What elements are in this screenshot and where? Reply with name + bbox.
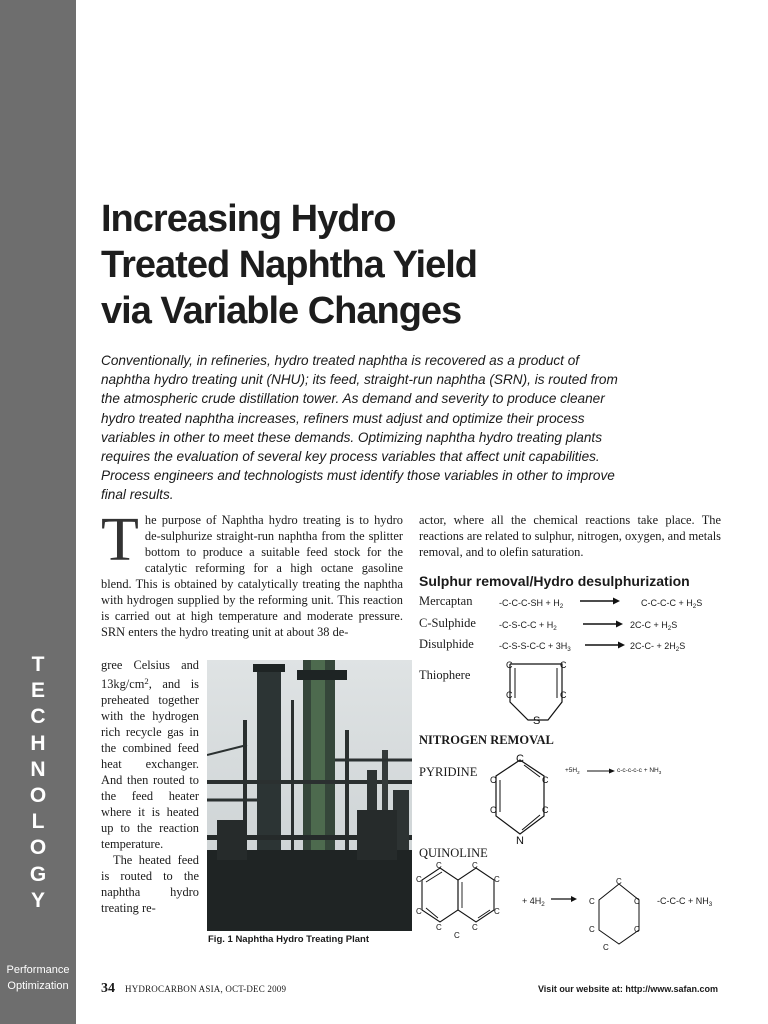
svg-text:N: N	[516, 835, 524, 847]
svg-text:C: C	[494, 875, 500, 884]
section-letter: T	[31, 653, 45, 676]
svg-text:C: C	[542, 775, 549, 785]
svg-text:C: C	[560, 660, 567, 670]
pyridine-structure-icon	[488, 750, 558, 848]
csulphide-reactants	[499, 620, 557, 632]
section-letter: G	[29, 862, 47, 886]
csulphide-label: C-Sulphide	[419, 616, 476, 630]
section-subtitle-line2: Optimization	[7, 980, 69, 992]
svg-text:C: C	[506, 660, 513, 670]
title-line: Treated Naphtha Yield	[101, 244, 477, 286]
quinoline-structure-icon	[414, 858, 504, 948]
reaction-arrow-icon	[580, 596, 620, 606]
svg-text:C: C	[589, 925, 595, 934]
equation-text: S	[679, 641, 686, 651]
website-link[interactable]: Visit our website at: http://www.safan.com	[537, 984, 718, 994]
superscript: 2	[144, 676, 149, 686]
body-column-1-narrow	[101, 657, 199, 916]
pyridine-label: PYRIDINE	[419, 765, 478, 779]
mercaptan-label: Mercaptan	[419, 594, 473, 608]
equation-text: -C-S-C-C + H	[499, 620, 554, 630]
svg-text:C: C	[416, 875, 422, 884]
subscript: 3	[708, 901, 713, 908]
svg-text:C: C	[616, 877, 622, 886]
reaction-arrow-icon	[585, 640, 625, 650]
body-paragraph: he purpose of Naphtha hydro treating is to hydro de-sulphurize straight-run naphtha from the splitter bottom to produce a suitable feed stock for the catalytic reforming for a high octane gasoline blend. This is obtained by catalytically treating the naphtha with hydrogen supplied by the reforming unit. This reaction is carried out at high temperature and moderate pressure. SRN enters the hydro treating unit at about 38 de-	[101, 513, 403, 639]
page-number: 34	[101, 981, 115, 996]
subscript: 2	[675, 646, 680, 653]
mercaptan-reactants	[499, 598, 563, 610]
equation-text: -C-C-C-SH + H	[499, 598, 560, 608]
disulphide-label: Disulphide	[419, 637, 474, 651]
disulphide-products	[630, 641, 685, 653]
equation-text: C-C-C-C + H	[641, 598, 693, 608]
svg-text:C: C	[634, 925, 640, 934]
svg-text:C: C	[472, 861, 478, 870]
plant-photo	[207, 660, 412, 931]
svg-text:C: C	[494, 907, 500, 916]
figure-caption: Fig. 1 Naphtha Hydro Treating Plant	[208, 934, 369, 945]
drop-cap: T	[101, 506, 139, 574]
pyridine-product	[617, 767, 661, 775]
section-letter: L	[31, 810, 45, 834]
subscript: 2	[577, 770, 580, 775]
article-title	[101, 196, 661, 334]
equation-text: S	[696, 598, 703, 608]
equation-text: 2C-C + H	[630, 620, 668, 630]
title-line: via Variable Changes	[101, 290, 462, 332]
subscript: 2	[553, 625, 557, 632]
section-letter: N	[30, 757, 46, 781]
svg-text:C: C	[454, 931, 460, 940]
sulphur-heading: Sulphur removal/Hydro desulphurization	[419, 573, 690, 589]
equation-text: -C-C-C + NH	[657, 896, 709, 906]
csulphide-products	[630, 620, 677, 632]
section-letter: O	[29, 836, 47, 860]
body-text: , and is preheated together with the hydrogen rich recycle gas in the combined feed heat exchanger. And then routed to the feed heater where it is heated up to the reaction temperature.	[101, 677, 199, 851]
equation-text: +5H	[565, 767, 578, 774]
svg-text:S: S	[533, 715, 541, 727]
section-letter: O	[29, 784, 47, 808]
title-line: Increasing Hydro	[101, 198, 396, 240]
body-text: The heated feed is routed to the naphtha hydro treating re-	[101, 853, 199, 915]
section-letter: H	[30, 731, 46, 755]
equation-text: S	[671, 620, 678, 630]
svg-text:C: C	[589, 897, 595, 906]
publication-name: HYDROCARBON ASIA, OCT-DEC 2009	[125, 984, 287, 994]
section-letter: Y	[30, 888, 45, 912]
body-column-2: actor, where all the chemical reactions take place. The reactions are related to sulphur, nitrogen, oxygen, and metals removal, and to olefin saturation.	[419, 513, 721, 559]
equation-text: + 4H	[522, 896, 542, 906]
section-subtitle-line1: Performance	[6, 964, 70, 976]
equation-text: 2C-C- + 2H	[630, 641, 676, 651]
nitrogen-heading: NITROGEN REMOVAL	[419, 733, 554, 747]
thiophene-label: Thiophere	[419, 668, 471, 682]
subscript: 3	[658, 770, 662, 775]
quinoline-label: QUINOLINE	[419, 846, 488, 860]
plant-photo-image	[207, 660, 412, 931]
mercaptan-products	[641, 598, 702, 610]
subscript: 2	[692, 603, 697, 610]
pyridine-reagent	[565, 767, 580, 775]
reaction-arrow-icon	[587, 767, 615, 775]
svg-text:C: C	[603, 943, 609, 952]
section-subtitle	[0, 962, 76, 994]
section-letter: E	[30, 679, 45, 703]
equation-text: c-c-c-c-c + NH	[617, 767, 659, 774]
disulphide-reactants	[499, 641, 571, 653]
equation-text: -C-S-S-C-C + 3H	[499, 641, 568, 651]
svg-text:C: C	[542, 805, 549, 815]
svg-text:C: C	[516, 753, 524, 765]
svg-text:C: C	[472, 923, 478, 932]
quinoline-reagent	[522, 896, 545, 908]
body-column-1	[101, 506, 403, 640]
reaction-arrow-icon	[583, 619, 623, 629]
quinoline-product	[657, 896, 712, 908]
svg-text:C: C	[436, 861, 442, 870]
piperidine-structure-icon	[585, 874, 647, 954]
body-text: gree Celsius and 13kg/cm	[101, 658, 199, 691]
subscript: 2	[667, 625, 672, 632]
svg-text:C: C	[634, 897, 640, 906]
svg-text:C: C	[436, 923, 442, 932]
section-letter: C	[30, 705, 46, 729]
svg-text:C: C	[506, 690, 513, 700]
section-word-technology	[0, 652, 76, 914]
reaction-arrow-icon	[551, 894, 577, 904]
svg-text:C: C	[416, 907, 422, 916]
svg-text:C: C	[490, 775, 497, 785]
subscript: 2	[541, 901, 545, 908]
article-intro: Conventionally, in refineries, hydro treated naphtha is recovered as a product of naphtha hydro treating unit (NHU); its feed, straight-run naphtha (SRN), is routed from the atmospheric crude distillation tower. As demand and severity to produce cleaner hydro treated naphtha increases, refiners must adjust and optimize their process variables in other to meet these demands. Optimizing naphtha hydro treating plants requires the evaluation of several key process variables that affect unit capabilities. Process engineers and technologists must identify those variables in other to improve final results.	[101, 353, 618, 503]
svg-text:C: C	[490, 805, 497, 815]
svg-text:C: C	[560, 690, 567, 700]
subscript: 2	[559, 603, 564, 610]
thiophene-structure-icon	[500, 656, 580, 728]
subscript: 3	[567, 646, 571, 653]
